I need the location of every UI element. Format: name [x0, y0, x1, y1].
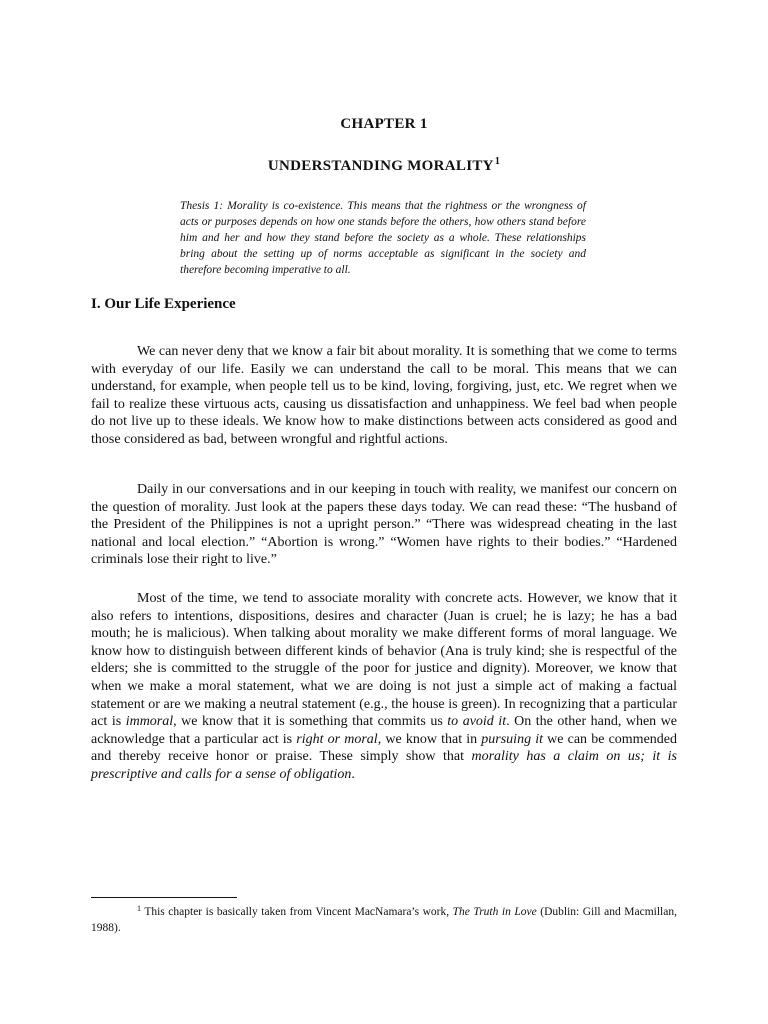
chapter-label: CHAPTER 1: [340, 116, 428, 132]
body-paragraph-2: Daily in our conversations and in our keeping in touch with reality, we manifest our concern on the question of morality. Just look at the papers these days today. We can read these: “The husband of the President of the Philippines is not a upright person.” “There was widespread cheating in the last national and local election.” “Abortion is wrong.” “Women have rights to their bodies.” “Hardened criminals lose their right to live.”: [91, 482, 677, 568]
chapter-title: [0, 156, 768, 175]
paragraph-text: we can be commended and thereby receive honor or praise. These simply show that: [91, 731, 677, 765]
emphasis-text: morality has a claim on us; it is prescriptive and calls for a sense of obligation: [91, 749, 677, 782]
emphasis-text: to avoid it: [447, 714, 507, 730]
body-paragraph-1: We can never deny that we know a fair bit about morality. It is something that we come to terms with everyday of our life. Easily we can understand the call to be moral. This means that we can understand, for example, when people tell us to be kind, loving, forgiving, just, etc. We regret when we fail to realize these virtuous acts, causing us dissatisfaction and unhappiness. We feel bad when people do not live up to these ideals. We know how to make distinctions between acts considered as good and those considered as bad, between wrongful and rightful actions.: [91, 344, 677, 447]
footnote-mark: 1: [137, 904, 141, 913]
emphasis-text: immoral: [125, 714, 174, 730]
body-paragraph-3: [91, 590, 677, 784]
emphasis-text: right or moral: [296, 731, 378, 747]
footnote-reference-mark: 1: [494, 156, 501, 167]
chapter-title-text: UNDERSTANDING MORALITY: [267, 158, 494, 174]
paragraph-text: . On the other hand, when we acknowledge that a particular act is: [91, 714, 678, 747]
footnote-divider: [91, 897, 237, 898]
paragraph-text: , we know that it is something that commits us: [173, 714, 448, 730]
thesis-statement: Thesis 1: Morality is co-existence. This means that the rightness or the wrongness of acts or purposes depends on how one stands before the others, how others stand before him and her and how they stand before the society as a whole. These relationships bring about the setting up of norms acceptable as significant in the society and therefore becoming imperative to all.: [180, 200, 586, 276]
section-heading: I. Our Life Experience: [91, 296, 236, 312]
footnote: [91, 901, 677, 936]
footnote-text: (Dublin: Gill and Macmillan, 1988).: [91, 906, 677, 934]
paragraph-text: , we know that in: [377, 731, 482, 747]
footnote-book-title: The Truth in Love: [452, 906, 537, 918]
paragraph-text: Most of the time, we tend to associate morality with concrete acts. However, we know that it also refers to intentions, dispositions, desires and character (Juan is cruel; he is lazy; he has a bad mouth; he is malicious). When talking about morality we make different forms of moral language. We know how to distinguish between different kinds of behavior (Ana is truly kind; she is respectful of the elders; she is committed to the struggle of the poor for justice and dignity). Moreover, we know that when we make a moral statement, what we are doing is not just a simple act of making a factual statement or are we making a neutral statement (e.g., the house is green). In recognizing that a particular act is: [91, 591, 677, 730]
footnote-text: This chapter is basically taken from Vincent MacNamara’s work,: [141, 906, 453, 918]
paragraph-text: .: [351, 766, 355, 782]
emphasis-text: pursuing it: [481, 731, 543, 747]
